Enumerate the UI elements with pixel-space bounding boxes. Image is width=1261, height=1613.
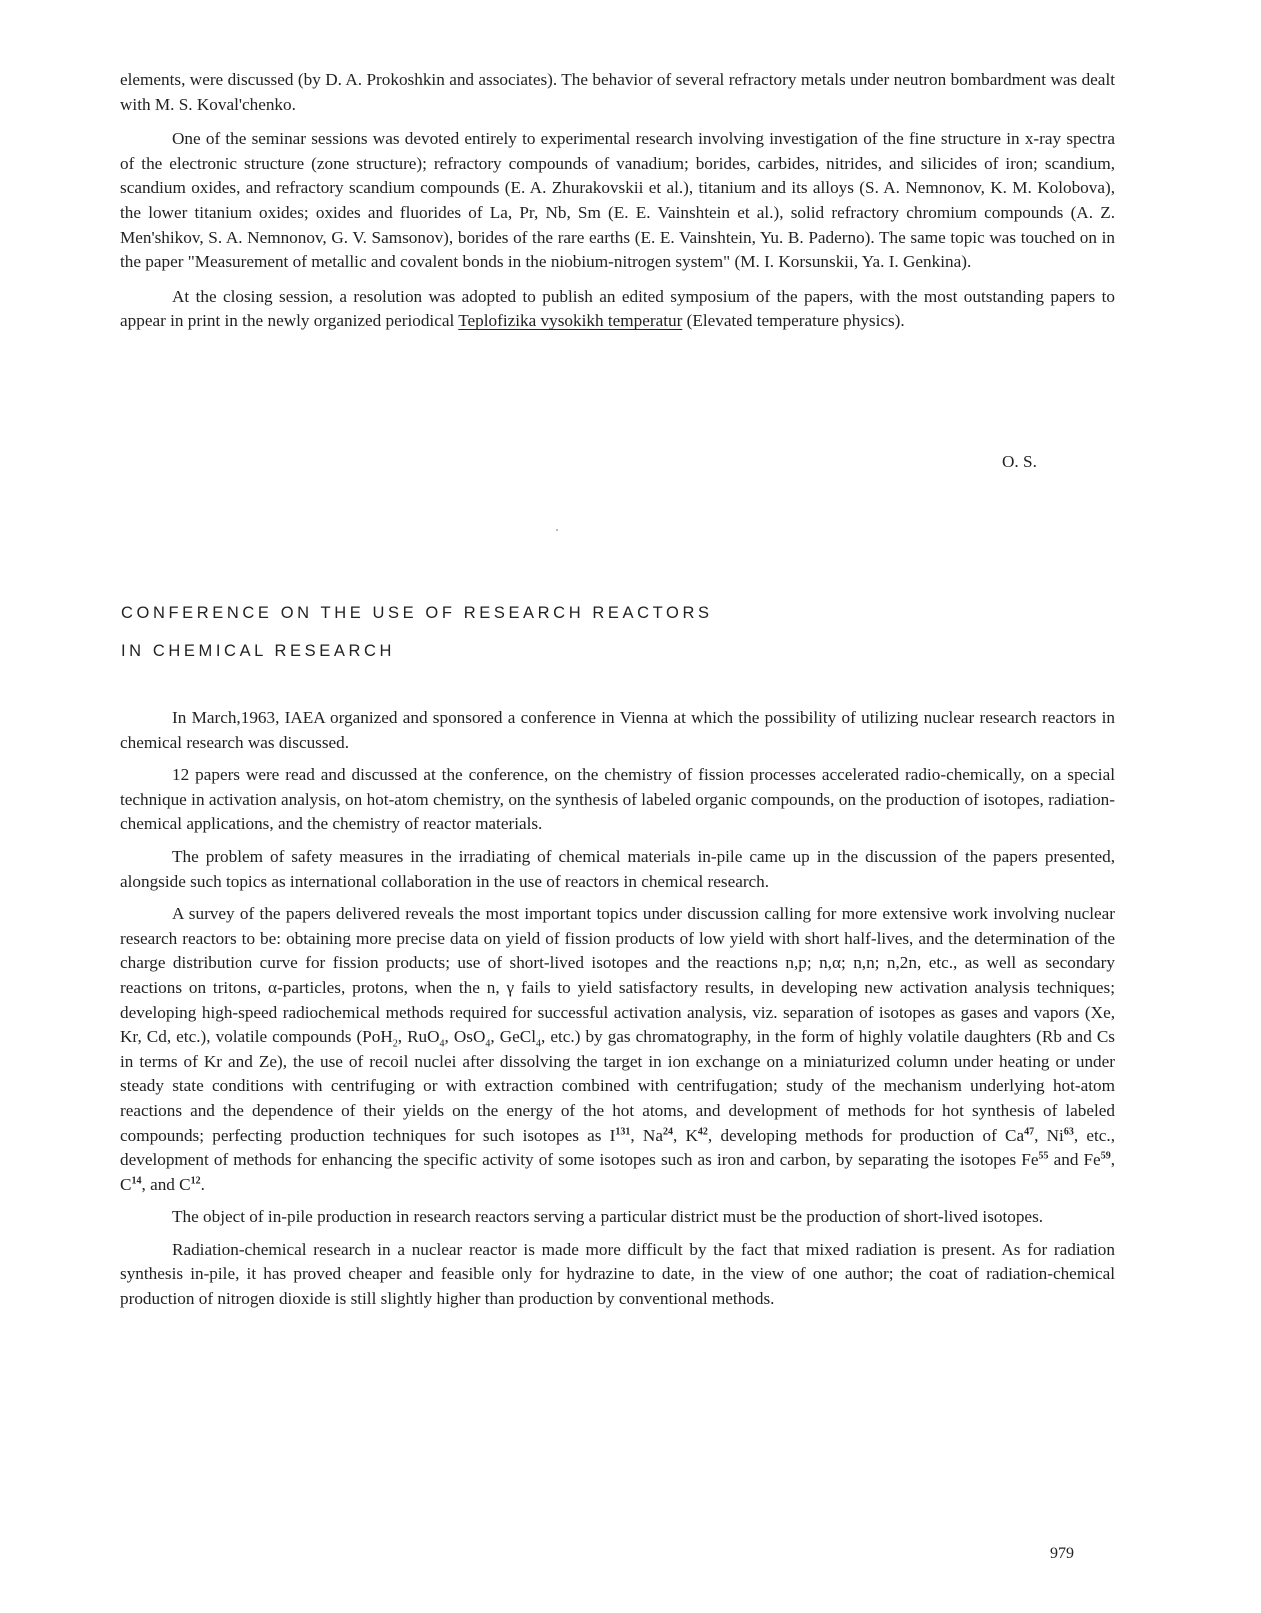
- heading-line-2: IN CHEMICAL RESEARCH: [121, 642, 396, 660]
- survey-text: and Fe: [1048, 1150, 1101, 1170]
- survey-text: , C: [120, 1150, 1115, 1194]
- survey-text: , Ni: [1034, 1125, 1064, 1145]
- paragraph-safety: The problem of safety measures in the irradiating of chemical materials in-pile came up in the discussion of the papers presented, alongside such topics as international collaboration in the use of reactors in chemical research.: [120, 846, 1115, 891]
- subscript: 2: [392, 1038, 398, 1050]
- page-number: 979: [1050, 1545, 1074, 1562]
- paragraph-seminar: One of the seminar sessions was devoted entirely to experimental research involving investigation of the fine structure in x-ray spectra of the electronic structure (zone structure); refractory compounds of vanadium; borides, carbides, nitrides, and silicides of iron; scandium, scandium oxides, and refractory scandium compounds (E. A. Zhurakovskii et al.), titanium and its alloys (S. A. Nemnonov, K. M. Kolobova), the lower titanium oxides; oxides and fluorides of La, Pr, Nb, Sm (E. E. Vainshtein et al.), solid refractory chromium compounds (A. Z. Men'shikov, S. A. Nemnonov, G. V. Samsonov), borides of the rare earths (E. E. Vainshtein, Yu. B. Paderno). The same topic was touched on in the paper "Measurement of metallic and covalent bonds in the niobium-nitrogen system" (M. I. Korsunskii, Ya. I. Genkina).: [120, 129, 1115, 272]
- superscript: 24: [662, 1125, 673, 1137]
- survey-text: , etc.) by gas chromatography, in the form of highly volatile daughters (Rb and Cs in terms of Kr and Ze), the use of recoil nuclei after dissolving the target in ion exchange on a miniaturized column under heating or under steady state conditions with centrifuging or with extraction combined with centrifugation; study of the mechanism underlying hot-atom reactions and the dependence of their yields on the energy of the hot atoms, and development of methods for hot synthesis of labeled compounds; perfecting production techniques for such isotopes as I: [120, 1027, 1115, 1145]
- survey-text: , K: [672, 1125, 698, 1145]
- top-section: [120, 68, 1115, 334]
- paragraph-in-pile-production: The object of in-pile production in research reactors serving a particular district must be the production of short-lived isotopes.: [172, 1207, 1044, 1227]
- survey-text: A survey of the papers delivered reveals the most important topics under discussion calling for more extensive work involving nuclear research reactors to be: obtaining more precise data on yield of fission products of low yield with short half-lives, and the determination of the charge distribution curve for fission products; use of short-lived isotopes and the reactions n,p; n,α; n,n; n,2n, etc., as well as secondary reactions on tritons, α-particles, protons, when the n, γ fails to yield satisfactory results, in developing new activation analysis techniques; developing high-speed radiochemical methods required for successful activation analysis, viz. separation of isotopes as gases and vapors (Xe, Kr, Cd, etc.), volatile compounds (PoH: [120, 904, 1115, 1047]
- subscript: 4: [485, 1038, 491, 1050]
- survey-text: , etc., development of methods for enhancing the specific activity of some isotopes such as iron and carbon, by separating the isotopes Fe: [120, 1125, 1115, 1170]
- superscript: 12: [190, 1174, 201, 1186]
- paragraph-continued: elements, were discussed (by D. A. Prokoshkin and associates). The behavior of several refractory metals under neutron bombardment was dealt with M. S. Koval'chenko.: [120, 70, 1115, 114]
- survey-text: .: [200, 1174, 205, 1194]
- survey-text: , RuO: [397, 1027, 440, 1047]
- closing-text-b: (Elevated temperature physics).: [682, 311, 905, 331]
- closing-text-a: At the closing session, a resolution was adopted to publish an edited symposium of the papers, with the most outstanding papers to appear in print in the newly organized periodical: [120, 286, 1115, 331]
- paragraph-closing-session: [120, 285, 1115, 334]
- survey-text: , OsO: [444, 1027, 486, 1047]
- paragraph-radiation-chemical: Radiation-chemical research in a nuclear reactor is made more difficult by the fact that mixed radiation is present. As for radiation synthesis in-pile, it has proved cheaper and feasible only for hydrazine to date, in the view of one author; the coat of radiation-chemical production of nitrogen dioxide is still slightly higher than production by conventional methods.: [120, 1239, 1115, 1309]
- author-signature: O. S.: [1002, 452, 1037, 471]
- heading-line-1: CONFERENCE ON THE USE OF RESEARCH REACTORS: [121, 604, 713, 622]
- conference-section: [120, 706, 1115, 1312]
- survey-text: , developing methods for production of Ca: [707, 1125, 1025, 1145]
- superscript: 42: [697, 1125, 708, 1137]
- paragraph-intro: In March,1963, IAEA organized and sponsored a conference in Vienna at which the possibility of utilizing nuclear research reactors in chemical research was discussed.: [120, 708, 1115, 752]
- journal-title: Teplofizika vysokikh temperatur: [458, 311, 683, 331]
- subscript: 4: [536, 1038, 542, 1050]
- subscript: 4: [439, 1038, 445, 1050]
- paragraph-survey: [120, 902, 1115, 1197]
- superscript: 59: [1100, 1150, 1111, 1162]
- superscript: 131: [615, 1125, 631, 1137]
- print-speck: [556, 529, 558, 531]
- section-heading: [121, 594, 1021, 670]
- survey-text: , GeCl: [490, 1027, 537, 1047]
- superscript: 14: [131, 1174, 142, 1186]
- survey-text: , and C: [141, 1174, 191, 1194]
- survey-text: , Na: [630, 1125, 663, 1145]
- superscript: 63: [1063, 1125, 1074, 1137]
- paragraph-papers: 12 papers were read and discussed at the conference, on the chemistry of fission processes accelerated radio-chemically, on a special technique in activation analysis, on hot-atom chemistry, on the synthesis of labeled organic compounds, on the production of isotopes, radiation-chemical applications, and the chemistry of reactor materials.: [120, 765, 1115, 834]
- superscript: 55: [1038, 1150, 1049, 1162]
- superscript: 47: [1024, 1125, 1035, 1137]
